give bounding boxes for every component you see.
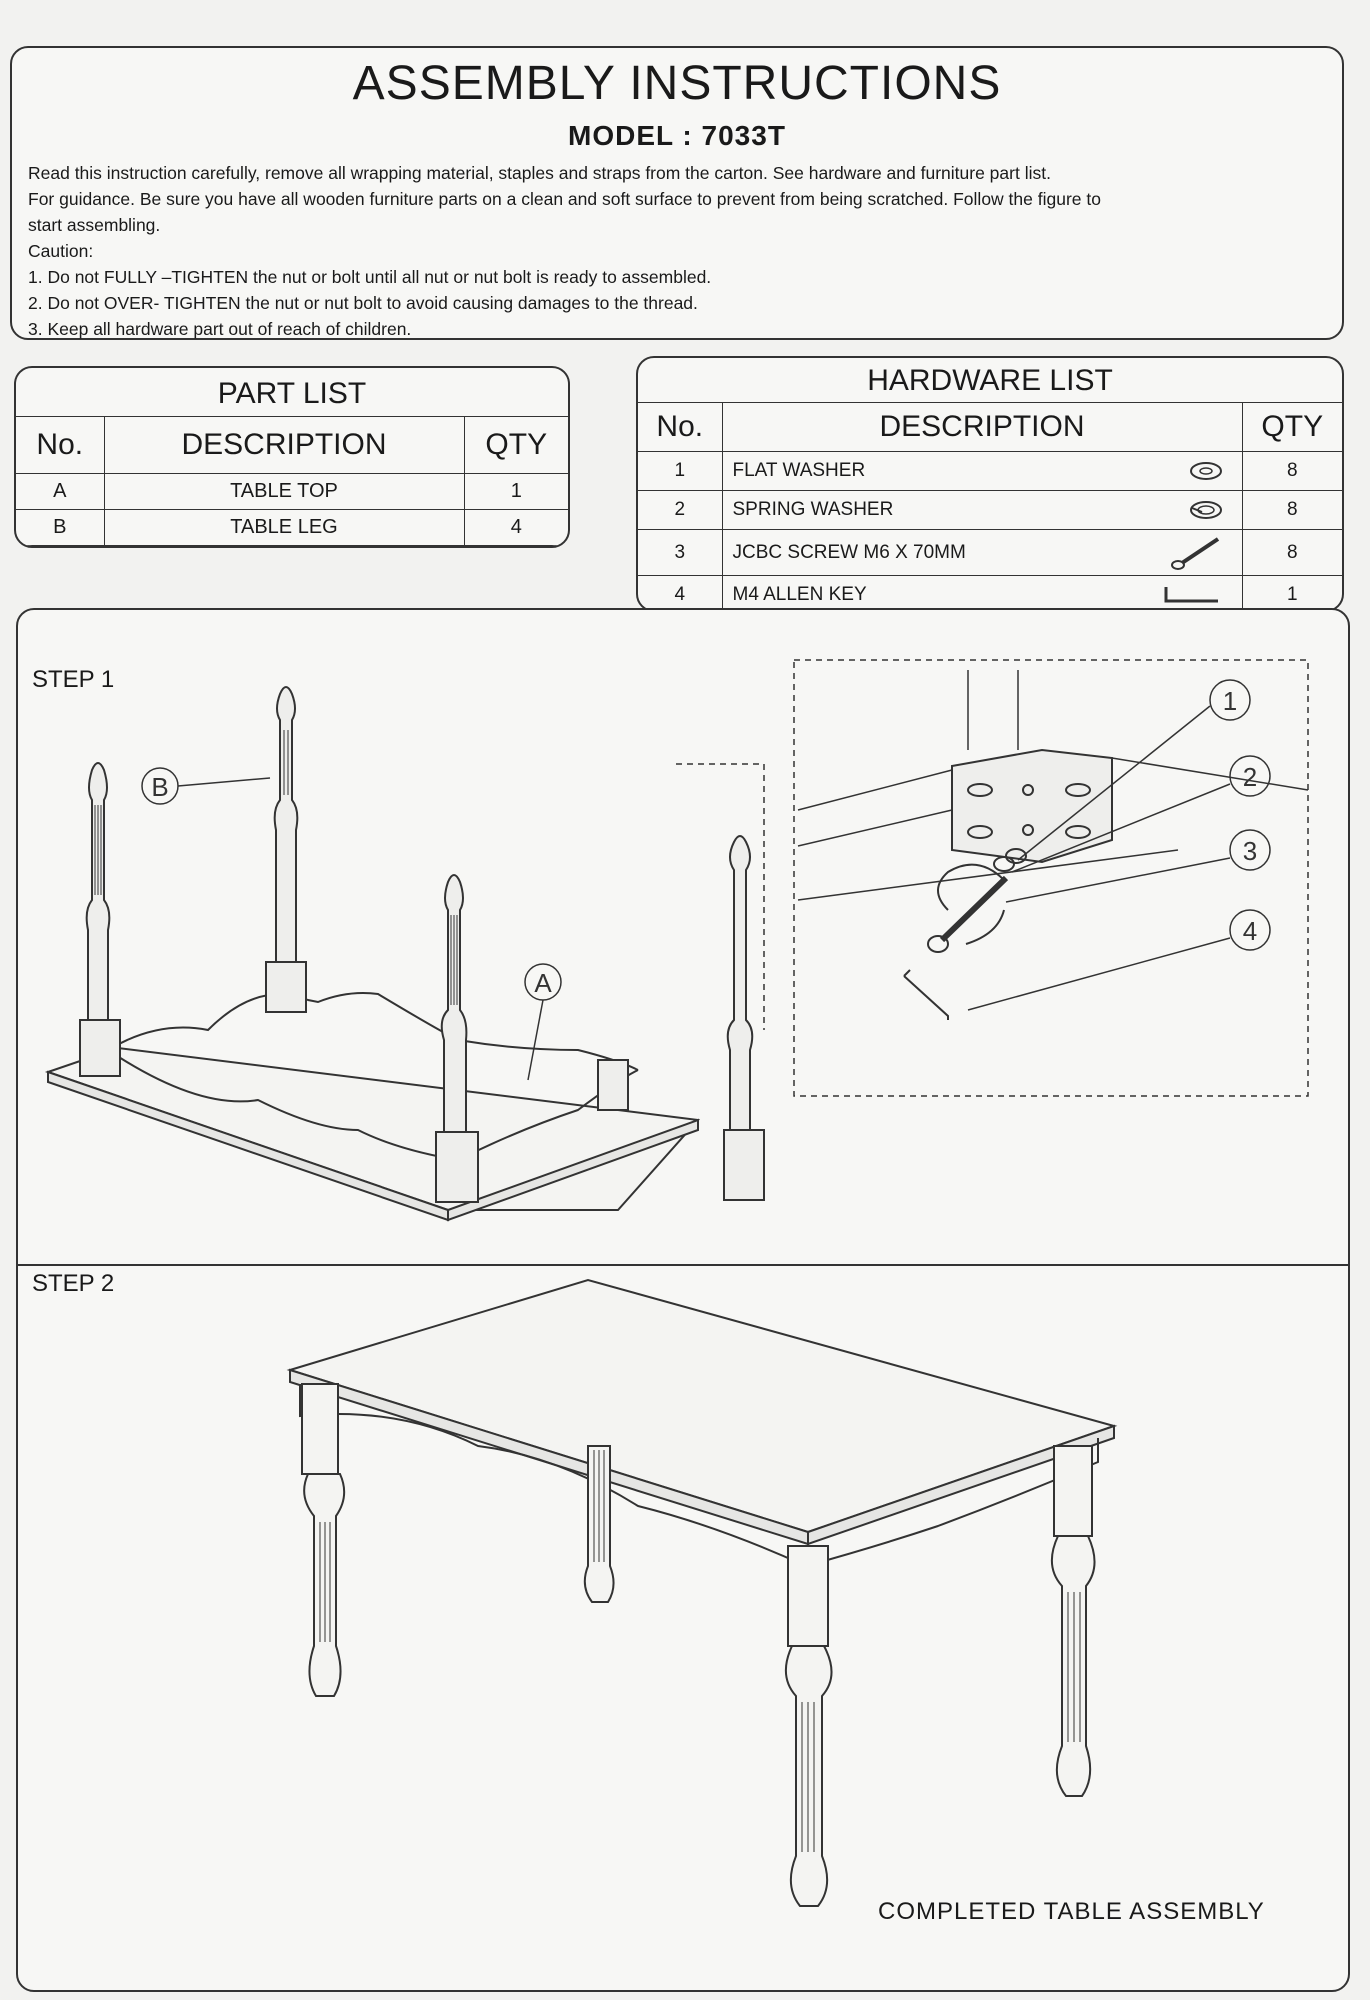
column-header: DESCRIPTION [104,417,464,474]
part-description: TABLE TOP [104,474,464,510]
table-leg-right [1052,1446,1095,1796]
model-label: MODEL : [568,120,693,151]
spring-washer-icon [1188,499,1224,521]
hardware-qty: 1 [1242,576,1342,613]
table-leg-front-left [302,1384,344,1696]
detail-leg-drawing [724,836,764,1200]
assembly-steps [16,608,1350,1992]
hardware-list-header-row [638,403,1342,452]
step-1-illustration [18,610,1344,1264]
intro-line: start assembling. [28,215,161,235]
part-qty: 4 [464,510,568,546]
table-leg-front [786,1546,832,1906]
part-qty: 1 [464,474,568,510]
column-header: No. [638,403,722,452]
hardware-list-title: HARDWARE LIST [867,364,1113,397]
callout-4-label: 4 [1242,916,1258,946]
part-no: A [16,474,104,510]
corner-bracket-drawing [952,750,1112,862]
hardware-no: 3 [638,530,722,576]
callout-2-label: 2 [1242,762,1258,792]
hardware-description: FLAT WASHER [732,460,866,481]
hardware-qty: 8 [1242,452,1342,491]
hardware-qty: 8 [1242,530,1342,576]
intro-line: For guidance. Be sure you have all wooden furniture parts on a clean and soft surface to prevent from being scratched. Follow the figure to [28,189,1101,209]
table-row [16,474,568,510]
part-list-table [16,417,568,546]
completed-assembly-caption: COMPLETED TABLE ASSEMBLY [878,1898,1265,1925]
part-description: TABLE LEG [104,510,464,546]
hardware-description: M4 ALLEN KEY [732,584,867,605]
hardware-description-cell [722,530,1242,576]
bolt-assembly-drawing [904,849,1026,1020]
part-no: B [16,510,104,546]
hardware-description: JCBC SCREW M6 X 70MM [732,541,966,563]
instructions-header [10,46,1344,340]
caution-item: 1. Do not FULLY –TIGHTEN the nut or bolt until all nut or nut bolt is ready to assembled. [28,267,712,287]
table-row [16,510,568,546]
part-list [14,366,570,548]
column-header: No. [16,417,104,474]
callout-3-label: 3 [1242,836,1258,866]
part-list-title: PART LIST [16,368,568,417]
part-list-header-row [16,417,568,474]
hardware-no: 2 [638,491,722,530]
table-row [638,491,1342,530]
column-header: QTY [464,417,568,474]
hardware-qty: 8 [1242,491,1342,530]
caution-item: 2. Do not OVER- TIGHTEN the nut or nut bolt to avoid causing damages to the thread. [28,293,698,313]
hardware-no: 4 [638,576,722,613]
caution-item: 3. Keep all hardware part out of reach of children. [28,319,412,339]
hardware-description: SPRING WASHER [732,499,894,520]
hardware-list-table [638,402,1342,612]
intro-text [28,160,1328,342]
document-title: ASSEMBLY INSTRUCTIONS [352,57,1002,110]
hardware-description-cell [722,576,1242,613]
step-1-label: STEP 1 [32,666,115,693]
table-row [638,530,1342,576]
allen-key-icon [1160,583,1224,607]
flat-washer-icon [1188,460,1224,482]
hardware-no: 1 [638,452,722,491]
model-line [12,120,1342,152]
callout-a-label: A [534,968,552,998]
caution-heading: Caution: [28,241,94,261]
table-row [638,452,1342,491]
callout-1-label: 1 [1222,686,1238,716]
hardware-description-cell [722,491,1242,530]
completed-table-illustration [18,1266,1344,1966]
intro-line: Read this instruction carefully, remove all wrapping material, staples and straps from the carton. See hardware and furniture part list. [28,163,1051,183]
screw-icon [1168,535,1224,571]
column-header: DESCRIPTION [722,403,1242,452]
hardware-description-cell [722,452,1242,491]
column-header: QTY [1242,403,1342,452]
step-2-label: STEP 2 [32,1270,115,1297]
table-row [638,576,1342,613]
callout-b-label: B [151,772,169,802]
model-number: 7033T [701,120,786,151]
hardware-list [636,356,1344,612]
